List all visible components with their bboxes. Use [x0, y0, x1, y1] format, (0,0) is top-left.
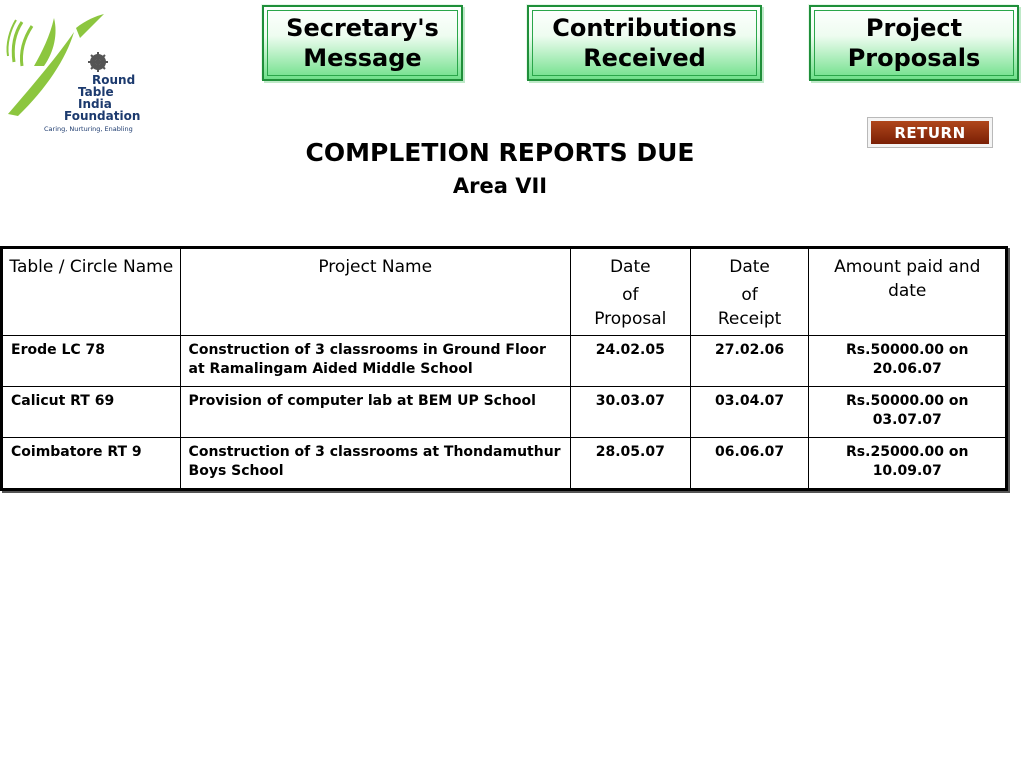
logo-line-3: Foundation [64, 109, 141, 123]
cell-amount-paid: Rs.50000.00 on 03.07.07 [809, 387, 1007, 438]
cell-table-circle: Erode LC 78 [2, 336, 181, 387]
header-date-of-receipt [690, 248, 809, 336]
logo-tagline: Caring, Nurturing, Enabling [44, 125, 133, 133]
table-row [2, 336, 1007, 387]
logo-line-1: Round [92, 73, 136, 87]
cell-project-name: Provision of computer lab at BEM UP School [180, 387, 570, 438]
cell-date-of-proposal: 24.02.05 [570, 336, 690, 387]
secretarys-message-button[interactable] [262, 5, 463, 81]
header-date-of-proposal-line: Proposal [594, 309, 667, 329]
cell-date-of-receipt: 03.04.07 [690, 387, 809, 438]
return-button-label: RETURN [871, 121, 989, 144]
contributions-received-label: Contributions Received [552, 14, 737, 72]
cell-date-of-receipt: 27.02.06 [690, 336, 809, 387]
page-title: COMPLETION REPORTS DUE [305, 138, 695, 167]
cell-amount-paid: Rs.25000.00 on 10.09.07 [809, 438, 1007, 490]
table-row [2, 438, 1007, 490]
cell-project-name: Construction of 3 classrooms in Ground Floor at Ramalingam Aided Middle School [180, 336, 570, 387]
header-amount-paid-and-date: Amount paid and date [809, 248, 1007, 336]
header-project-name: Project Name [180, 248, 570, 336]
cell-table-circle: Coimbatore RT 9 [2, 438, 181, 490]
page-subtitle: Area VII [452, 174, 548, 198]
project-proposals-button[interactable] [809, 5, 1019, 81]
cell-date-of-receipt: 06.06.07 [690, 438, 809, 490]
header-table-circle-name: Table / Circle Name [2, 248, 181, 336]
header-date-of-proposal-line: of [622, 285, 639, 305]
round-table-india-foundation-logo [4, 4, 144, 133]
cell-table-circle: Calicut RT 69 [2, 387, 181, 438]
completion-reports-table [0, 246, 1008, 491]
cell-project-name: Construction of 3 classrooms at Thondamuthur Boys School [180, 438, 570, 490]
header-date-of-receipt-line: Receipt [717, 309, 782, 329]
cell-date-of-proposal: 30.03.07 [570, 387, 690, 438]
cell-date-of-proposal: 28.05.07 [570, 438, 690, 490]
contributions-received-button[interactable] [527, 5, 762, 81]
logo-text [44, 73, 144, 135]
wheel-icon [88, 52, 108, 72]
table-header-row [2, 248, 1007, 336]
cell-amount-paid: Rs.50000.00 on 20.06.07 [809, 336, 1007, 387]
header-date-of-receipt-line: of [741, 285, 758, 305]
header-date-of-proposal [570, 248, 690, 336]
table-row [2, 387, 1007, 438]
logo-line-2: Table India [78, 85, 114, 111]
secretarys-message-label: Secretary's Message [286, 14, 439, 72]
header-date-of-receipt-line: Date [729, 257, 770, 277]
project-proposals-label: Project Proposals [847, 14, 981, 72]
header-date-of-proposal-line: Date [609, 257, 651, 277]
